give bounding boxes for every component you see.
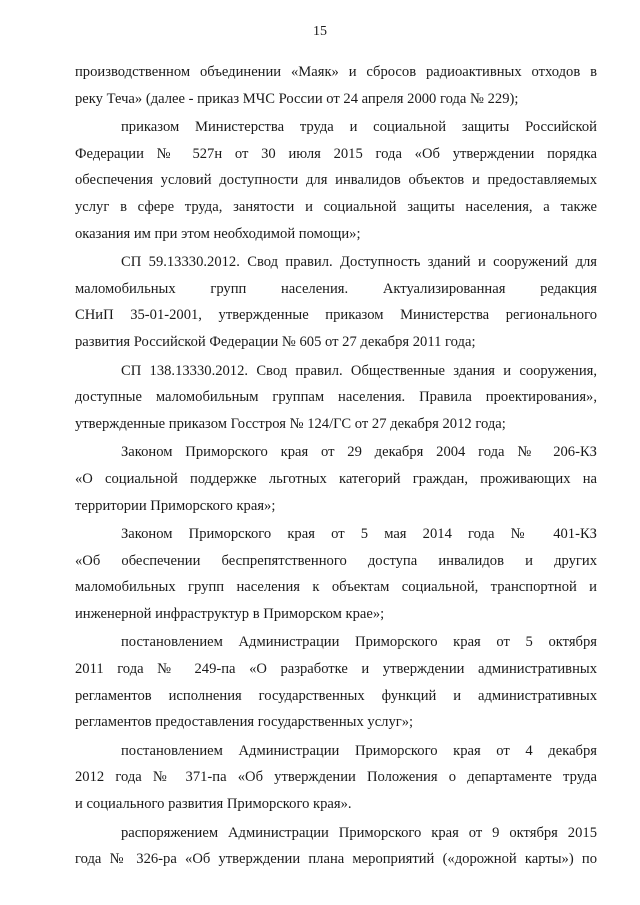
text-line: постановлением Администрации Приморского края от 5 октября: [121, 634, 597, 651]
text-line: маломобильных групп населения к объектам социальной, транспортной и: [75, 579, 597, 596]
text-line: «О социальной поддержке льготных категорий граждан, проживающих на: [75, 470, 597, 487]
text-line: СП 138.13330.2012. Свод правил. Общественные здания и сооружения,: [121, 362, 597, 379]
text-line: инженерной инфраструктур в Приморском крае»;: [75, 605, 385, 622]
text-line: приказом Министерства труда и социальной защиты Российской: [121, 119, 597, 136]
text-line: доступные маломобильным группам населения. Правила проектирования»,: [75, 389, 597, 406]
paragraph-decree-249-pa: [75, 629, 597, 735]
text-line: постановлением Администрации Приморского края от 4 декабря: [121, 742, 597, 759]
paragraph-order-mintrud: [75, 114, 597, 247]
text-line: 2011 года № 249-па «О разработке и утверждении административных: [75, 661, 597, 678]
text-line: маломобильных групп населения. Актуализированная редакция: [75, 280, 597, 297]
text-line: Федерации № 527н от 30 июля 2015 года «Об утверждении порядка: [75, 145, 597, 162]
text-line: развития Российской Федерации № 605 от 27 декабря 2011 года;: [75, 333, 476, 350]
text-line: 2012 года № 371-па «Об утверждении Положения о департаменте труда: [75, 769, 597, 786]
paragraph-order-326-ra: [75, 820, 597, 873]
paragraph-sp-138: [75, 358, 597, 438]
text-line: территории Приморского края»;: [75, 497, 276, 514]
paragraph-mayak-continuation: [75, 59, 597, 112]
paragraph-sp-59: [75, 249, 597, 355]
text-line: утвержденные приказом Госстроя № 124/ГС от 27 декабря 2012 года;: [75, 415, 506, 432]
text-line: «Об обеспечении беспрепятственного доступа инвалидов и других: [75, 552, 597, 569]
text-line: регламентов предоставления государственных услуг»;: [75, 714, 414, 731]
text-line: регламентов исполнения государственных функций и административных: [75, 687, 597, 704]
text-line: года № 326-ра «Об утверждении плана мероприятий («дорожной карты») по: [75, 851, 597, 868]
paragraph-law-401-kz: [75, 521, 597, 627]
text-line: распоряжением Администрации Приморского края от 9 октября 2015: [121, 824, 597, 841]
text-line: реку Теча» (далее - приказ МЧС России от 24 апреля 2000 года № 229);: [75, 90, 519, 107]
text-line: услуг в сфере труда, занятости и социальной защиты населения, а также: [75, 198, 597, 215]
text-line: производственном объединении «Маяк» и сбросов радиоактивных отходов в: [75, 64, 597, 80]
paragraph-decree-371-pa: [75, 738, 597, 818]
text-line: Законом Приморского края от 5 мая 2014 года № 401-КЗ: [121, 526, 597, 543]
text-line: СНиП 35-01-2001, утвержденные приказом Министерства регионального: [75, 307, 597, 324]
text-line: Законом Приморского края от 29 декабря 2004 года № 206-КЗ: [121, 444, 597, 461]
document-body: [75, 59, 597, 875]
page-number: 15: [313, 24, 327, 39]
text-line: СП 59.13330.2012. Свод правил. Доступность зданий и сооружений для: [121, 254, 597, 271]
text-line: обеспечения условий доступности для инвалидов объектов и предоставляемых: [75, 172, 597, 189]
text-line: и социального развития Приморского края».: [75, 796, 352, 813]
paragraph-law-206-kz: [75, 439, 597, 519]
text-line: оказания им при этом необходимой помощи»;: [75, 225, 361, 242]
